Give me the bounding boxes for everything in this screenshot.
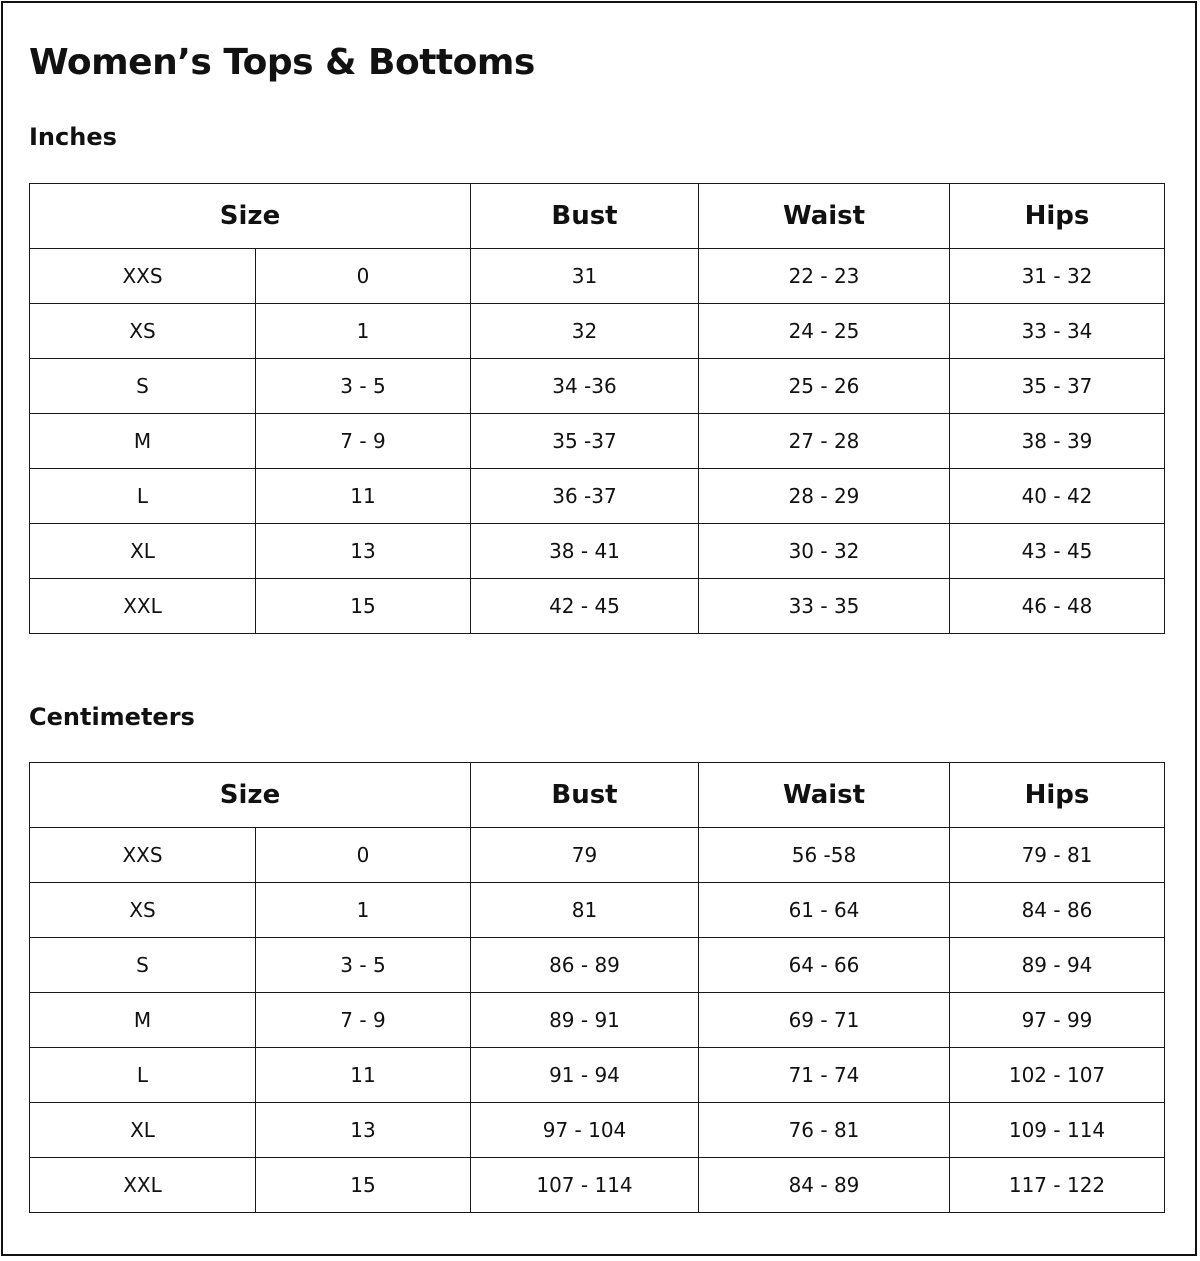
page-title: Women’s Tops & Bottoms [29,42,535,83]
bust-cell: 97 - 104 [471,1103,699,1158]
bust-cell: 36 -37 [471,469,699,524]
bust-cell: 32 [471,304,699,359]
size-number-cell: 13 [256,524,471,579]
header-bust: Bust [471,763,699,828]
bust-cell: 89 - 91 [471,993,699,1048]
size-number-cell: 3 - 5 [256,359,471,414]
centimeters-size-table [29,762,1165,1213]
size-number-cell: 15 [256,579,471,634]
waist-cell: 56 -58 [699,828,950,883]
hips-cell: 97 - 99 [950,993,1165,1048]
size-letter-cell: L [30,1048,256,1103]
bust-cell: 31 [471,249,699,304]
hips-cell: 109 - 114 [950,1103,1165,1158]
waist-cell: 69 - 71 [699,993,950,1048]
size-number-cell: 7 - 9 [256,414,471,469]
waist-cell: 27 - 28 [699,414,950,469]
header-bust: Bust [471,184,699,249]
size-letter-cell: XXS [30,249,256,304]
waist-cell: 28 - 29 [699,469,950,524]
size-letter-cell: XS [30,883,256,938]
hips-cell: 102 - 107 [950,1048,1165,1103]
bust-cell: 79 [471,828,699,883]
table-row [30,579,1165,634]
header-hips: Hips [950,184,1165,249]
hips-cell: 33 - 34 [950,304,1165,359]
bust-cell: 91 - 94 [471,1048,699,1103]
header-hips: Hips [950,763,1165,828]
table-row [30,414,1165,469]
header-waist: Waist [699,763,950,828]
table-row [30,524,1165,579]
waist-cell: 33 - 35 [699,579,950,634]
waist-cell: 25 - 26 [699,359,950,414]
table-row [30,828,1165,883]
table-row [30,249,1165,304]
waist-cell: 64 - 66 [699,938,950,993]
table-header-row [30,184,1165,249]
size-number-cell: 11 [256,1048,471,1103]
size-number-cell: 13 [256,1103,471,1158]
waist-cell: 71 - 74 [699,1048,950,1103]
table-row [30,1048,1165,1103]
size-letter-cell: XL [30,524,256,579]
hips-cell: 43 - 45 [950,524,1165,579]
inches-size-table [29,183,1165,634]
size-number-cell: 1 [256,304,471,359]
bust-cell: 35 -37 [471,414,699,469]
size-letter-cell: M [30,993,256,1048]
size-letter-cell: XS [30,304,256,359]
size-letter-cell: XXL [30,1158,256,1213]
size-number-cell: 0 [256,828,471,883]
hips-cell: 89 - 94 [950,938,1165,993]
bust-cell: 81 [471,883,699,938]
table-row [30,469,1165,524]
header-size: Size [30,763,471,828]
waist-cell: 76 - 81 [699,1103,950,1158]
size-letter-cell: M [30,414,256,469]
waist-cell: 30 - 32 [699,524,950,579]
size-number-cell: 3 - 5 [256,938,471,993]
bust-cell: 34 -36 [471,359,699,414]
hips-cell: 35 - 37 [950,359,1165,414]
table-row [30,1103,1165,1158]
hips-cell: 31 - 32 [950,249,1165,304]
table-row [30,938,1165,993]
section-label-centimeters: Centimeters [29,703,195,731]
waist-cell: 22 - 23 [699,249,950,304]
bust-cell: 107 - 114 [471,1158,699,1213]
waist-cell: 84 - 89 [699,1158,950,1213]
hips-cell: 46 - 48 [950,579,1165,634]
size-letter-cell: XXL [30,579,256,634]
size-letter-cell: S [30,359,256,414]
size-letter-cell: S [30,938,256,993]
bust-cell: 86 - 89 [471,938,699,993]
hips-cell: 117 - 122 [950,1158,1165,1213]
size-number-cell: 1 [256,883,471,938]
size-letter-cell: XL [30,1103,256,1158]
table-row [30,883,1165,938]
waist-cell: 24 - 25 [699,304,950,359]
size-number-cell: 11 [256,469,471,524]
hips-cell: 84 - 86 [950,883,1165,938]
size-letter-cell: L [30,469,256,524]
size-number-cell: 15 [256,1158,471,1213]
table-row [30,304,1165,359]
hips-cell: 79 - 81 [950,828,1165,883]
header-size: Size [30,184,471,249]
waist-cell: 61 - 64 [699,883,950,938]
table-row [30,993,1165,1048]
size-number-cell: 7 - 9 [256,993,471,1048]
table-row [30,359,1165,414]
table-row [30,1158,1165,1213]
size-chart-frame [1,1,1197,1256]
size-number-cell: 0 [256,249,471,304]
bust-cell: 42 - 45 [471,579,699,634]
table-header-row [30,763,1165,828]
header-waist: Waist [699,184,950,249]
hips-cell: 40 - 42 [950,469,1165,524]
hips-cell: 38 - 39 [950,414,1165,469]
size-letter-cell: XXS [30,828,256,883]
section-label-inches: Inches [29,123,117,151]
bust-cell: 38 - 41 [471,524,699,579]
